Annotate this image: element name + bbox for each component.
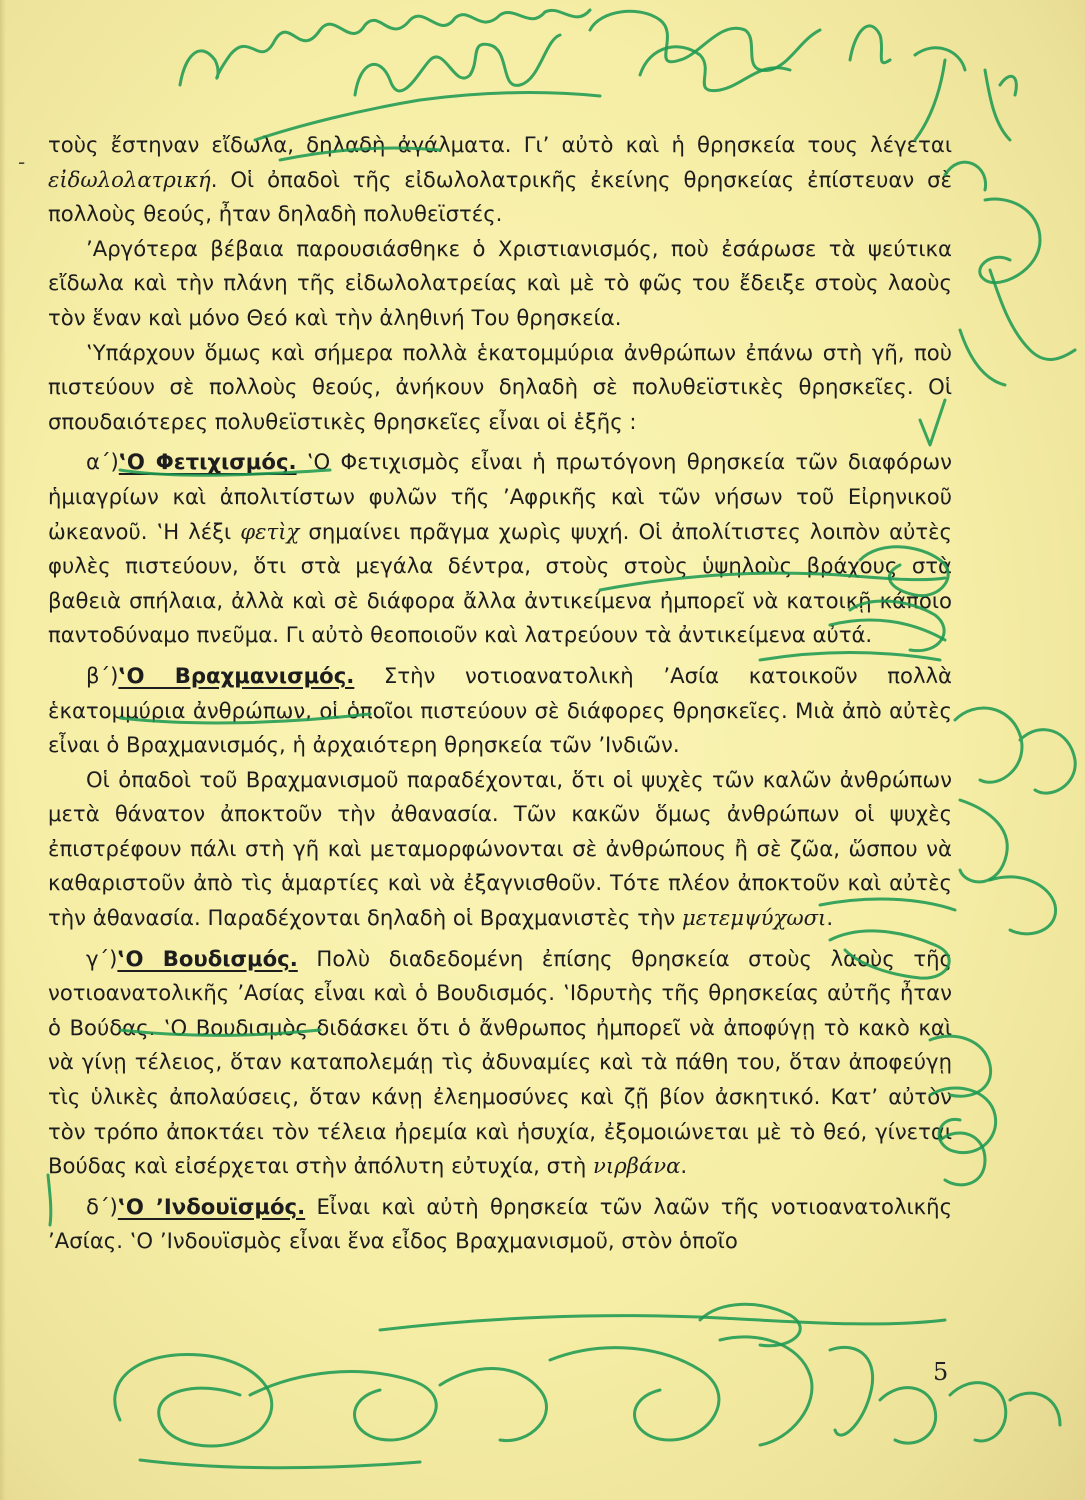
bottom-scribble-7: [880, 1388, 936, 1443]
italic-term: νιρβάνα: [593, 1153, 681, 1179]
section-heading: ‛Ο ’Ινδουϊσμός.: [117, 1193, 306, 1219]
page-edge-shadow: [0, 0, 6, 1500]
section-heading: ‛Ο Φετιχισμός.: [118, 449, 297, 475]
paragraph-text: ‛Ο Φετιχισμὸς εἶναι ἡ πρωτόγονη θρησκεία τῶν διαφόρων ἡμιαγρίων καὶ ἀπολιτίστων φυλῶν τῆς ’Αφρικῆς καὶ τῶν νήσων τοῦ Εἰρηνικοῦ ὠκεανοῦ. ‛Η λέξι: [48, 449, 952, 544]
section-fetishism: [48, 445, 952, 653]
bottom-scribble-3: [440, 1369, 546, 1441]
right-margin-scribble-2: [990, 270, 1075, 359]
section-marker: δ΄): [86, 1193, 118, 1219]
top-scribble-5: [850, 26, 890, 63]
section-brahmanism: [48, 659, 952, 763]
section-hinduism: [48, 1190, 952, 1259]
italic-term: εἰδωλολατρική: [48, 166, 211, 192]
top-scribble-1: [180, 10, 590, 85]
paragraph-text: . Οἱ ὀπαδοὶ τῆς εἰδωλολατρικῆς ἐκείνης θρησκείας ἐπίστευαν σὲ πολλοὺς θεούς, ἦταν δηλαδὴ πολυθεϊστές.: [48, 166, 952, 227]
top-scribble-6: [915, 48, 1016, 140]
italic-term: φετὶχ: [240, 518, 300, 544]
paragraph-brahmanism-2: [48, 763, 952, 936]
right-margin-scribble-4: [955, 708, 1075, 793]
top-scribble-4: [640, 47, 790, 91]
right-margin-scribble-5: [960, 800, 1007, 882]
margin-dash-mark: -: [18, 150, 26, 174]
paragraph-text: Πολὺ διαδεδομένη ἐπίσης θρησκεία στοὺς λαοὺς τῆς νοτιοανατολικῆς ’Ασίας εἶναι καὶ ὁ Βουδισμός. ‛Ιδρυτὴς τῆς θρησκείας αὐτῆς ἦταν ὁ Βούδας. ‛Ο Βουδισμὸς διδάσκει ὅτι ὁ ἄνθρωπος ἠμπορεῖ νὰ ἀποφύγῃ τὸ κακὸ καὶ νὰ γίνῃ τέλειος, ὅταν καταπολεμάῃ τὶς ἀδυναμίες καὶ τὰ πάθη του, ὅταν ἀποφεύγῃ τὶς ὑλικὲς ἀπολαύσεις, ὅταν κάνῃ ἐλεημοσύνες καὶ ζῇ βίον ἀσκητικό. Κατ’ αὐτὸν τὸν τρόπο ἀποκτάει τὸν τέλεια ἠρεμία καὶ ἡσυχία, ἐξομοιώνεται μὲ τὸ θεό, γίνεται Βούδας καὶ εἰσέρχεται στὴν ἀπόλυτη εὐτυχία, στὴ: [48, 945, 952, 1179]
strike-scribble-7: [700, 1304, 800, 1345]
paragraph-intro-end: [48, 128, 952, 232]
paragraph-text: τοὺς ἔστηναν εἴδωλα, δηλαδὴ ἀγάλματα. Γι’ αὐτὸ καὶ ἡ θρησκεία τους λέγεται: [48, 132, 952, 157]
section-marker: β΄): [86, 662, 119, 688]
section-buddhism: [48, 942, 952, 1184]
bottom-scribble-5: [720, 1337, 812, 1445]
bottom-scribble-2: [250, 1372, 436, 1440]
bottom-scribble-8: [950, 1383, 1060, 1441]
paragraph-polytheism-today: [48, 336, 952, 440]
paragraph-text: Οἱ ὀπαδοὶ τοῦ Βραχμανισμοῦ παραδέχονται, ὅτι οἱ ψυχὲς τῶν καλῶν ἀνθρώπων μετὰ θάνατον ἀποκτοῦν τὴν ἀθανασία. Τῶν κακῶν ὅμως ἀνθρώπων οἱ ψυχὲς ἐπιστρέφουν πάλι στὴ γῆ καὶ μεταμορφώνονται σὲ ἀνθρώπους ἢ σὲ ζῶα, ὥσπου νὰ καθαριστοῦν ἀπὸ τὶς ἁμαρτίες καὶ νὰ ἐξαγνισθοῦν. Τότε πλέον ἀποκτοῦν καὶ αὐτὲς τὴν ἀθανασία. Παραδέχονται δηλαδὴ οἱ Βραχμανιστὲς τὴν: [48, 766, 952, 931]
right-margin-scribble-6: [990, 877, 1056, 934]
section-heading: ‛Ο Βουδισμός.: [117, 945, 298, 971]
paragraph-text: .: [826, 905, 834, 931]
bottom-scribble-9: [140, 1460, 420, 1468]
paragraph-text: Στὴν νοτιοανατολικὴ ’Ασία κατοικοῦν πολλὰ ἑκατομμύρια ἀνθρώπων, οἱ ὁποῖοι πιστεύουν σὲ διάφορες θρησκεῖες. Μιὰ ἀπὸ αὐτὲς εἶναι ὁ Βραχμανισμός, ἡ ἀρχαιότερη θρησκεία τῶν ’Ινδιῶν.: [48, 662, 952, 758]
paragraph-text: .: [680, 1153, 688, 1179]
paragraph-christianity: [48, 232, 952, 336]
section-marker: α΄): [86, 449, 119, 475]
paragraph-text: σημαίνει πρᾶγμα χωρὶς ψυχή. Οἱ ἀπολίτιστες λοιπὸν αὐτὲς φυλὲς πιστεύουν, ὅτι στὰ μεγάλα δέντρα, στοὺς στοὺς ὑψηλοὺς βράχους στὰ βαθειὰ σπήλαια, ἀλλὰ καὶ σὲ διάφορα ἄλλα ἀντικείμενα ἠμπορεῖ νὰ κατοικῇ κάποιο παντοδύναμο πνεῦμα. Γι αὐτὸ θεοποιοῦν καὶ λατρεύουν τὰ ἀντικείμενα αὐτά.: [48, 518, 952, 648]
italic-term: μετεμψύχωσι: [681, 905, 827, 931]
bottom-scribble-4: [550, 1348, 719, 1440]
right-margin-scribble-1: [945, 162, 1040, 282]
paragraph-text: ‛Υπάρχουν ὅμως καὶ σήμερα πολλὰ ἑκατομμύρια ἀνθρώπων ἐπάνω στὴ γῆ, ποὺ πιστεύουν σὲ πολλοὺς θεούς, ἀνήκουν δηλαδὴ σὲ πολυθεϊστικὲς θρησκεῖες. Οἱ σπουδαιότερες πολυθεϊστικὲς θρησκεῖες εἶναι οἱ ἑξῆς :: [48, 339, 952, 434]
right-margin-scribble-3: [960, 330, 1005, 385]
section-heading: ‛Ο Βραχμανισμός.: [118, 662, 355, 688]
bottom-scribble-1: [115, 1354, 272, 1446]
page-number: 5: [933, 1358, 949, 1386]
top-scribble-3: [590, 11, 820, 70]
section-marker: γ΄): [86, 945, 118, 971]
body-text: [48, 128, 952, 1259]
strike-line-5: [380, 1316, 945, 1330]
bottom-scribble-6: [830, 1347, 873, 1435]
top-scribble-2: [355, 35, 560, 95]
paragraph-text: ’Αργότερα βέβαια παρουσιάσθηκε ὁ Χριστιανισμός, ποὺ ἐσάρωσε τὰ ψεύτικα εἴδωλα καὶ τὴν πλάνη τῆς εἰδωλολατρείας καὶ μὲ τὸ φῶς του ἔδειξε στοὺς λαοὺς τὸν ἕναν καὶ μόνο Θεό καὶ τὴν ἀληθινή Του θρησκεία.: [48, 235, 952, 330]
paragraph-text: Εἶναι καὶ αὐτὴ θρησκεία τῶν λαῶν τῆς νοτιοανατολικῆς ’Ασίας. ‛Ο ’Ινδουϊσμὸς εἶναι ἕνα εἶδος Βραχμανισμοῦ, στὸν ὁποῖο: [48, 1193, 953, 1254]
